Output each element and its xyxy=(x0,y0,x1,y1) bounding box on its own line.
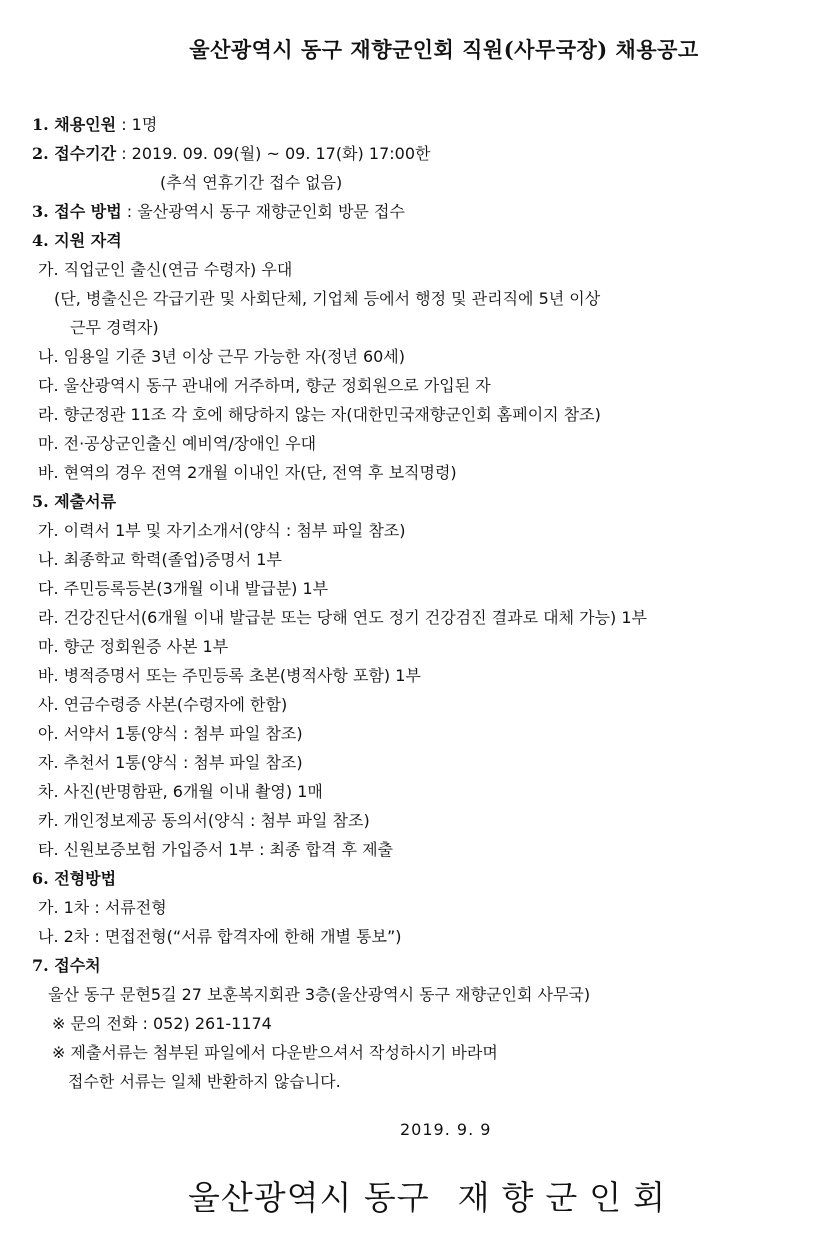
list-item: 라. 향군정관 11조 각 호에 해당하지 않는 자(대한민국재향군인회 홈페이지 참조) xyxy=(38,405,601,424)
list-item: 카. 개인정보제공 동의서(양식 : 첨부 파일 참조) xyxy=(38,811,370,830)
list-item-note: 근무 경력자) xyxy=(70,318,159,337)
list-item: 다. 주민등록등본(3개월 이내 발급분) 1부 xyxy=(38,579,329,598)
notice-date: 2019. 9. 9 xyxy=(400,1120,492,1139)
list-item: 라. 건강진단서(6개월 이내 발급분 또는 당해 연도 정기 건강검진 결과로 대체 가능) 1부 xyxy=(38,608,648,627)
list-item: 아. 서약서 1통(양식 : 첨부 파일 참조) xyxy=(38,724,303,743)
list-item: 마. 향군 정회원증 사본 1부 xyxy=(38,637,229,656)
organization-signature xyxy=(188,1172,677,1219)
list-item: 마. 전·공상군인출신 예비역/장애인 우대 xyxy=(38,434,317,453)
section-documents-heading: 5. 제출서류 xyxy=(32,492,117,511)
reception-address: 울산 동구 문현5길 27 보훈복지회관 3층(울산광역시 동구 재향군인회 사무국) xyxy=(48,985,591,1004)
section-selection-heading: 6. 전형방법 xyxy=(32,869,117,888)
notice-line: 접수한 서류는 일체 반환하지 않습니다. xyxy=(68,1072,341,1091)
list-item: 바. 현역의 경우 전역 2개월 이내인 자(단, 전역 후 보직명령) xyxy=(38,463,457,482)
list-item: 가. 직업군인 출신(연금 수령자) 우대 xyxy=(38,260,293,279)
list-item: 바. 병적증명서 또는 주민등록 초본(병적사항 포함) 1부 xyxy=(38,666,421,685)
org-name-part: 재향군인회 xyxy=(457,1178,678,1217)
list-item: 사. 연금수령증 사본(수령자에 한함) xyxy=(38,695,288,714)
section-application-period xyxy=(32,139,802,168)
section-label: 3. 접수 방법 xyxy=(32,202,122,221)
org-name-part: 울산광역시 동구 xyxy=(188,1178,430,1217)
period-note: (추석 연휴기간 접수 없음) xyxy=(160,173,343,192)
list-item-note: (단, 병출신은 각급기관 및 사회단체, 기업체 등에서 행정 및 관리직에 5년 이상 xyxy=(54,289,601,308)
page-title: 울산광역시 동구 재향군인회 직원(사무국장) 채용공고 xyxy=(189,37,699,62)
notice-line: ※ 제출서류는 첨부된 파일에서 다운받으셔서 작성하시기 바라며 xyxy=(52,1043,498,1062)
list-item: 가. 이력서 1부 및 자기소개서(양식 : 첨부 파일 참조) xyxy=(38,521,406,540)
section-value: : 울산광역시 동구 재향군인회 방문 접수 xyxy=(121,202,405,221)
list-item: 타. 신원보증보험 가입증서 1부 : 최종 합격 후 제출 xyxy=(38,840,394,859)
section-value: : 2019. 09. 09(월) ~ 09. 17(화) 17:00한 xyxy=(116,144,431,163)
list-item: 다. 울산광역시 동구 관내에 거주하며, 향군 정회원으로 가입된 자 xyxy=(38,376,491,395)
contact-phone: ※ 문의 전화 : 052) 261-1174 xyxy=(52,1014,272,1033)
section-application-method xyxy=(32,197,802,226)
list-item: 나. 최종학교 학력(졸업)증명서 1부 xyxy=(38,550,282,569)
section-qualifications-heading: 4. 지원 자격 xyxy=(32,231,122,250)
notice-body xyxy=(32,110,802,1096)
list-item: 가. 1차 : 서류전형 xyxy=(38,898,167,917)
list-item: 나. 2차 : 면접전형(“서류 합격자에 한해 개별 통보”) xyxy=(38,927,402,946)
section-reception-heading: 7. 접수처 xyxy=(32,956,101,975)
section-label: 1. 채용인원 xyxy=(32,115,117,134)
list-item: 차. 사진(반명함판, 6개월 이내 촬영) 1매 xyxy=(38,782,323,801)
list-item: 나. 임용일 기준 3년 이상 근무 가능한 자(정년 60세) xyxy=(38,347,406,366)
section-value: : 1명 xyxy=(116,115,158,134)
list-item: 자. 추천서 1통(양식 : 첨부 파일 참조) xyxy=(38,753,303,772)
section-label: 2. 접수기간 xyxy=(32,144,117,163)
section-recruit-count xyxy=(32,110,802,139)
